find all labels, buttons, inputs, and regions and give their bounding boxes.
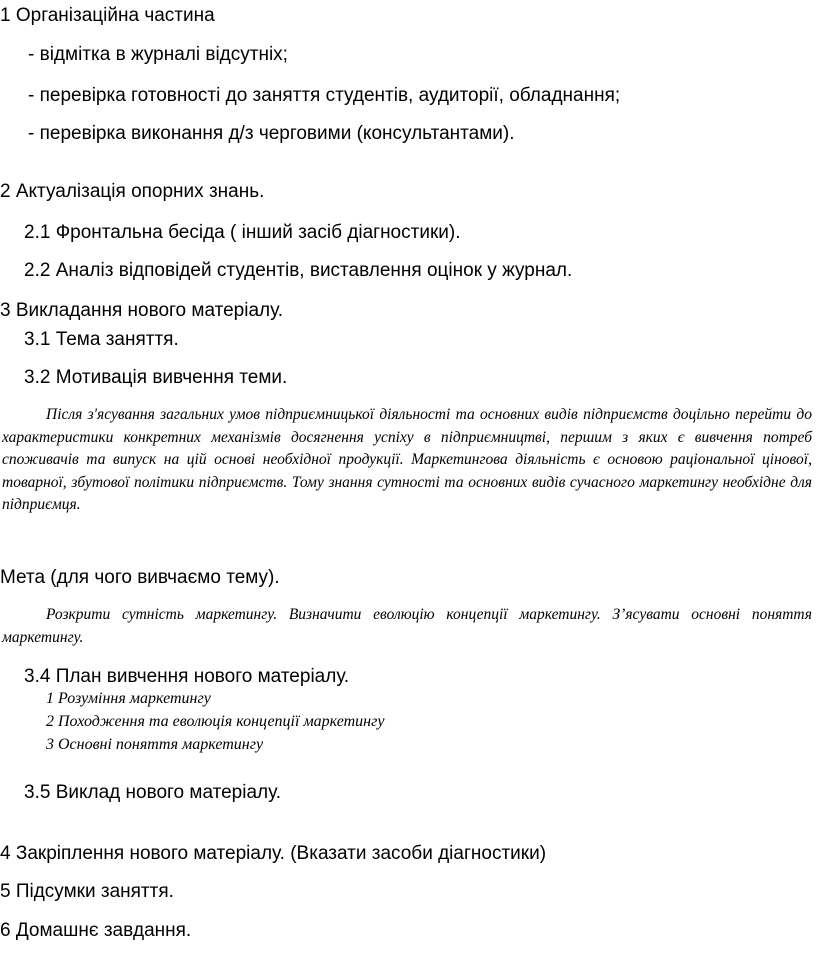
section-3-4-plan-title: 3.4 План вивчення нового матеріалу. [24,666,350,687]
section-3-5-presentation-title: 3.5 Виклад нового матеріалу. [24,782,281,803]
section-3-1-topic: 3.1 Тема заняття. [24,329,179,350]
section-5-title: 5 Підсумки заняття. [0,881,174,902]
goal-title: Мета (для чого вивчаємо тему). [0,567,280,588]
section-2-1: 2.1 Фронтальна бесіда ( інший засіб діагностики). [24,222,461,243]
section-1-item-2: - перевірка готовності до заняття студентів, аудиторії, обладнання; [28,85,621,106]
section-1-item-1: - відмітка в журналі відсутніх; [28,44,288,65]
section-1-title: 1 Організаційна частина [0,5,215,26]
motivation-text: Після з'ясування загальних умов підприємницької діяльності та основних видів підприємств доцільно перейти до характеристики конкретних механізмів досягнення успіху в підприємництві, першим з яких є вивчення потреб споживачів та випуск на цій основі необхідної продукції. Маркетингова діяльність є основою раціональної цінової, товарної, збутової політики підприємств. Тому знання сутності та основних видів сучасного маркетингу необхідне для підприємця. [2,406,812,513]
motivation-paragraph [2,404,812,517]
plan-item-3: 3 Основні поняття маркетингу [46,736,264,753]
section-4-title: 4 Закріплення нового матеріалу. (Вказати засоби діагностики) [0,843,547,864]
goal-paragraph [2,604,812,649]
section-3-title: 3 Викладання нового матеріалу. [0,300,283,321]
section-2-title: 2 Актуалізація опорних знань. [0,181,265,202]
goal-text: Розкрити сутність маркетингу. Визначити еволюцію концепції маркетингу. З’ясувати основні поняття маркетингу. [2,606,812,646]
section-2-2: 2.2 Аналіз відповідей студентів, виставлення оцінок у журнал. [24,260,573,281]
section-6-title: 6 Домашнє завдання. [0,920,192,941]
plan-item-1: 1 Розуміння маркетингу [46,690,211,707]
section-1-item-3: - перевірка виконання д/з черговими (консультантами). [28,123,515,144]
plan-item-2: 2 Походження та еволюція концепції маркетингу [46,713,385,730]
section-3-2-motivation-title: 3.2 Мотивація вивчення теми. [24,367,288,388]
